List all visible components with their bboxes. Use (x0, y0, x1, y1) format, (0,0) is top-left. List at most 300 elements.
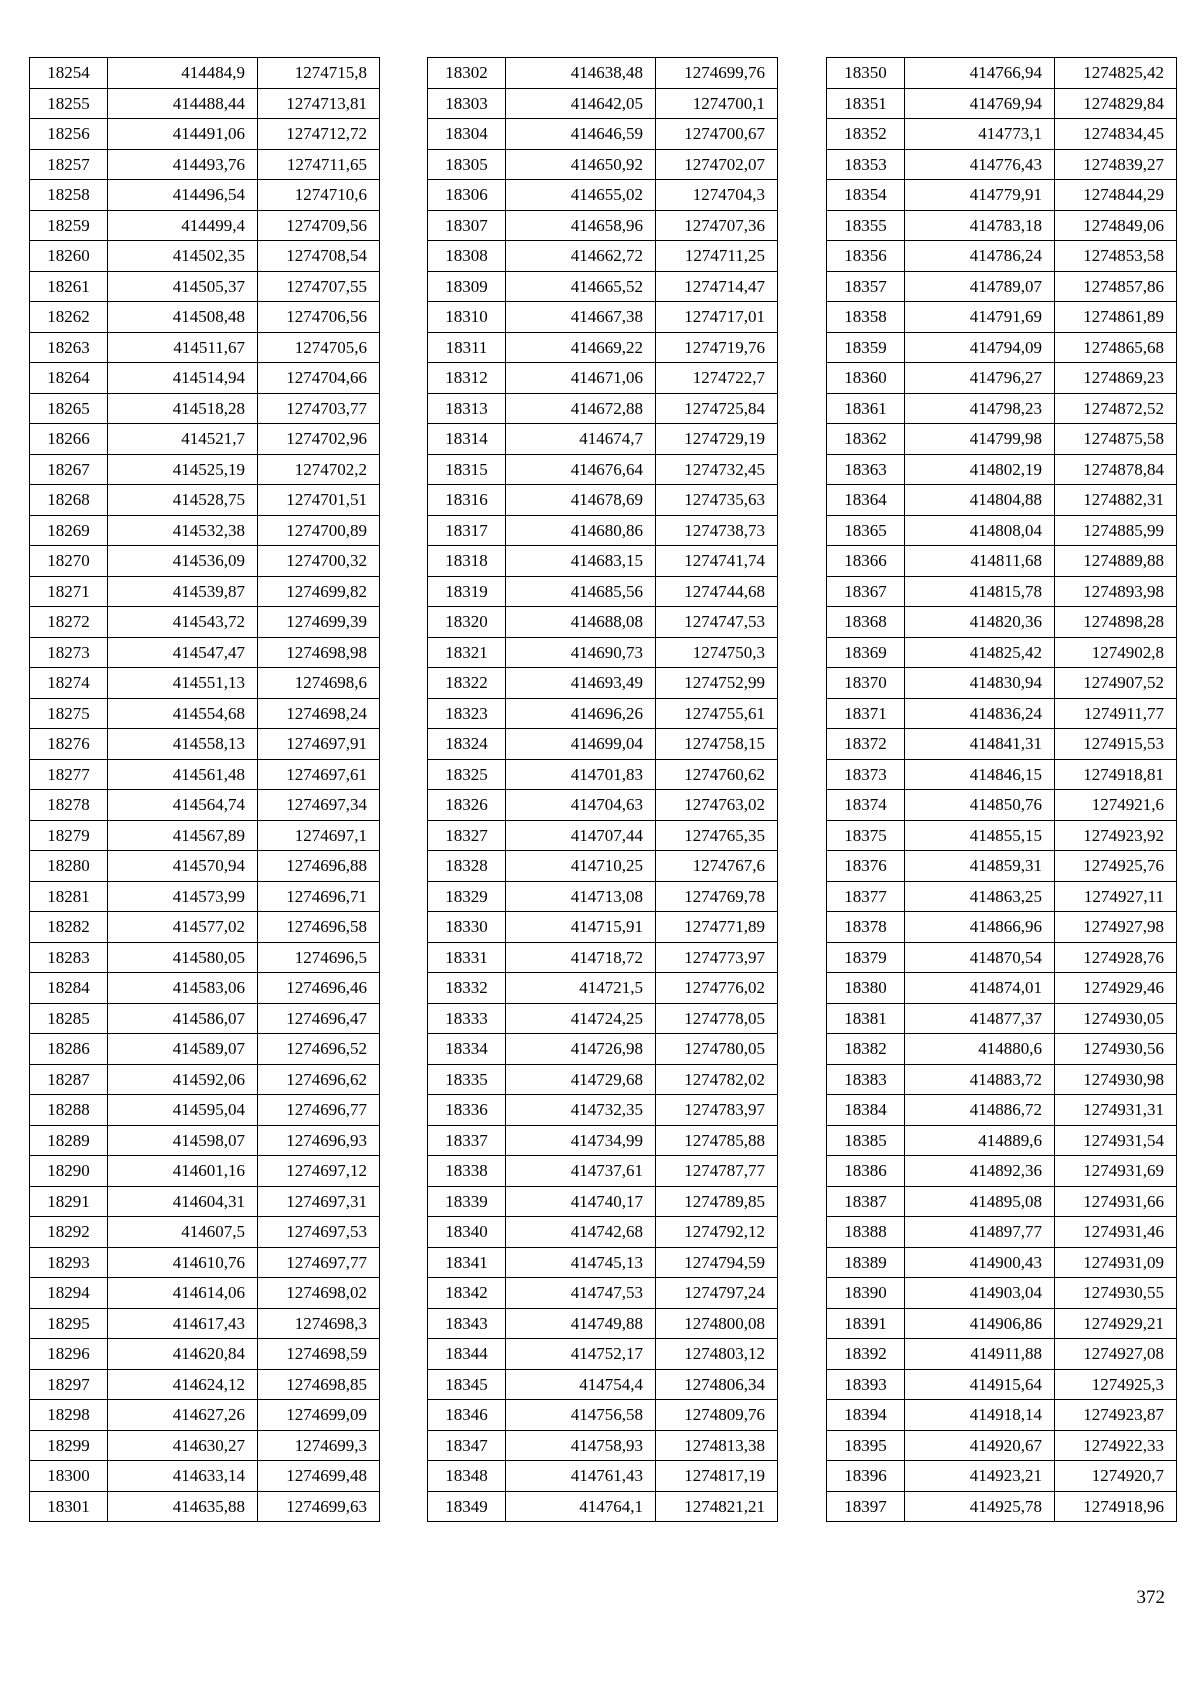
y-coordinate-cell: 1274697,61 (258, 759, 380, 790)
table-row (428, 454, 778, 485)
y-coordinate-cell: 1274697,31 (258, 1186, 380, 1217)
point-id-cell: 18362 (827, 424, 905, 455)
point-id-cell: 18273 (30, 637, 108, 668)
table-row (827, 1278, 1177, 1309)
table-row (428, 912, 778, 943)
x-coordinate-cell: 414514,94 (108, 363, 258, 394)
point-id-cell: 18358 (827, 302, 905, 333)
y-coordinate-cell: 1274931,69 (1055, 1156, 1177, 1187)
table-row (428, 515, 778, 546)
table-row (428, 1095, 778, 1126)
y-coordinate-cell: 1274915,53 (1055, 729, 1177, 760)
table-row (30, 942, 380, 973)
point-id-cell: 18370 (827, 668, 905, 699)
y-coordinate-cell: 1274872,52 (1055, 393, 1177, 424)
table-row (30, 1339, 380, 1370)
point-id-cell: 18363 (827, 454, 905, 485)
point-id-cell: 18278 (30, 790, 108, 821)
y-coordinate-cell: 1274706,56 (258, 302, 380, 333)
table-row (827, 1095, 1177, 1126)
point-id-cell: 18382 (827, 1034, 905, 1065)
x-coordinate-cell: 414906,86 (905, 1308, 1055, 1339)
y-coordinate-cell: 1274698,59 (258, 1339, 380, 1370)
table-row (428, 271, 778, 302)
table-row (30, 1217, 380, 1248)
x-coordinate-cell: 414764,1 (506, 1491, 656, 1522)
point-id-cell: 18394 (827, 1400, 905, 1431)
y-coordinate-cell: 1274769,78 (656, 881, 778, 912)
x-coordinate-cell: 414796,27 (905, 363, 1055, 394)
x-coordinate-cell: 414547,47 (108, 637, 258, 668)
table-row (30, 180, 380, 211)
y-coordinate-cell: 1274817,19 (656, 1461, 778, 1492)
table-row (827, 1064, 1177, 1095)
x-coordinate-cell: 414598,07 (108, 1125, 258, 1156)
table-row (30, 210, 380, 241)
point-id-cell: 18384 (827, 1095, 905, 1126)
y-coordinate-cell: 1274763,02 (656, 790, 778, 821)
y-coordinate-cell: 1274744,68 (656, 576, 778, 607)
y-coordinate-cell: 1274696,77 (258, 1095, 380, 1126)
y-coordinate-cell: 1274752,99 (656, 668, 778, 699)
point-id-cell: 18355 (827, 210, 905, 241)
point-id-cell: 18295 (30, 1308, 108, 1339)
coordinate-table-3 (826, 57, 1177, 1522)
y-coordinate-cell: 1274712,72 (258, 119, 380, 150)
point-id-cell: 18301 (30, 1491, 108, 1522)
table-row (30, 1156, 380, 1187)
y-coordinate-cell: 1274696,71 (258, 881, 380, 912)
y-coordinate-cell: 1274696,93 (258, 1125, 380, 1156)
point-id-cell: 18349 (428, 1491, 506, 1522)
point-id-cell: 18286 (30, 1034, 108, 1065)
table-row (428, 973, 778, 1004)
x-coordinate-cell: 414499,4 (108, 210, 258, 241)
x-coordinate-cell: 414779,91 (905, 180, 1055, 211)
table-row (428, 1278, 778, 1309)
y-coordinate-cell: 1274809,76 (656, 1400, 778, 1431)
x-coordinate-cell: 414614,06 (108, 1278, 258, 1309)
y-coordinate-cell: 1274776,02 (656, 973, 778, 1004)
point-id-cell: 18303 (428, 88, 506, 119)
y-coordinate-cell: 1274725,84 (656, 393, 778, 424)
table-row (428, 1339, 778, 1370)
x-coordinate-cell: 414880,6 (905, 1034, 1055, 1065)
y-coordinate-cell: 1274889,88 (1055, 546, 1177, 577)
table-row (827, 210, 1177, 241)
x-coordinate-cell: 414564,74 (108, 790, 258, 821)
point-id-cell: 18276 (30, 729, 108, 760)
table-row (827, 149, 1177, 180)
x-coordinate-cell: 414897,77 (905, 1217, 1055, 1248)
y-coordinate-cell: 1274698,6 (258, 668, 380, 699)
y-coordinate-cell: 1274722,7 (656, 363, 778, 394)
table-row (30, 332, 380, 363)
table-row (428, 1308, 778, 1339)
y-coordinate-cell: 1274702,96 (258, 424, 380, 455)
point-id-cell: 18306 (428, 180, 506, 211)
point-id-cell: 18368 (827, 607, 905, 638)
point-id-cell: 18322 (428, 668, 506, 699)
x-coordinate-cell: 414570,94 (108, 851, 258, 882)
table-row (30, 912, 380, 943)
y-coordinate-cell: 1274928,76 (1055, 942, 1177, 973)
table-row (827, 1003, 1177, 1034)
point-id-cell: 18371 (827, 698, 905, 729)
y-coordinate-cell: 1274929,46 (1055, 973, 1177, 1004)
x-coordinate-cell: 414688,08 (506, 607, 656, 638)
table-row (30, 668, 380, 699)
x-coordinate-cell: 414761,43 (506, 1461, 656, 1492)
point-id-cell: 18337 (428, 1125, 506, 1156)
point-id-cell: 18315 (428, 454, 506, 485)
point-id-cell: 18285 (30, 1003, 108, 1034)
point-id-cell: 18389 (827, 1247, 905, 1278)
x-coordinate-cell: 414789,07 (905, 271, 1055, 302)
point-id-cell: 18314 (428, 424, 506, 455)
y-coordinate-cell: 1274699,63 (258, 1491, 380, 1522)
x-coordinate-cell: 414870,54 (905, 942, 1055, 973)
table-row (30, 1491, 380, 1522)
x-coordinate-cell: 414804,88 (905, 485, 1055, 516)
point-id-cell: 18324 (428, 729, 506, 760)
table-row (30, 1186, 380, 1217)
point-id-cell: 18364 (827, 485, 905, 516)
table-row (428, 1400, 778, 1431)
table-row (428, 485, 778, 516)
y-coordinate-cell: 1274711,65 (258, 149, 380, 180)
x-coordinate-cell: 414769,94 (905, 88, 1055, 119)
y-coordinate-cell: 1274931,54 (1055, 1125, 1177, 1156)
table-row (827, 698, 1177, 729)
point-id-cell: 18268 (30, 485, 108, 516)
table-row (30, 88, 380, 119)
table-row (30, 485, 380, 516)
x-coordinate-cell: 414589,07 (108, 1034, 258, 1065)
y-coordinate-cell: 1274907,52 (1055, 668, 1177, 699)
y-coordinate-cell: 1274825,42 (1055, 58, 1177, 89)
point-id-cell: 18266 (30, 424, 108, 455)
y-coordinate-cell: 1274729,19 (656, 424, 778, 455)
point-id-cell: 18318 (428, 546, 506, 577)
y-coordinate-cell: 1274702,2 (258, 454, 380, 485)
x-coordinate-cell: 414889,6 (905, 1125, 1055, 1156)
point-id-cell: 18262 (30, 302, 108, 333)
point-id-cell: 18373 (827, 759, 905, 790)
x-coordinate-cell: 414732,35 (506, 1095, 656, 1126)
x-coordinate-cell: 414718,72 (506, 942, 656, 973)
x-coordinate-cell: 414518,28 (108, 393, 258, 424)
table-row (827, 881, 1177, 912)
point-id-cell: 18386 (827, 1156, 905, 1187)
x-coordinate-cell: 414877,37 (905, 1003, 1055, 1034)
table-row (428, 180, 778, 211)
y-coordinate-cell: 1274709,56 (258, 210, 380, 241)
table-row (30, 637, 380, 668)
x-coordinate-cell: 414667,38 (506, 302, 656, 333)
x-coordinate-cell: 414610,76 (108, 1247, 258, 1278)
table-row (827, 790, 1177, 821)
y-coordinate-cell: 1274698,02 (258, 1278, 380, 1309)
x-coordinate-cell: 414528,75 (108, 485, 258, 516)
x-coordinate-cell: 414786,24 (905, 241, 1055, 272)
point-id-cell: 18260 (30, 241, 108, 272)
point-id-cell: 18284 (30, 973, 108, 1004)
point-id-cell: 18330 (428, 912, 506, 943)
table-row (827, 1156, 1177, 1187)
point-id-cell: 18326 (428, 790, 506, 821)
point-id-cell: 18289 (30, 1125, 108, 1156)
table-row (827, 180, 1177, 211)
point-id-cell: 18395 (827, 1430, 905, 1461)
point-id-cell: 18372 (827, 729, 905, 760)
x-coordinate-cell: 414883,72 (905, 1064, 1055, 1095)
y-coordinate-cell: 1274700,1 (656, 88, 778, 119)
x-coordinate-cell: 414630,27 (108, 1430, 258, 1461)
table-row (30, 1247, 380, 1278)
table-row (30, 119, 380, 150)
x-coordinate-cell: 414815,78 (905, 576, 1055, 607)
x-coordinate-cell: 414707,44 (506, 820, 656, 851)
x-coordinate-cell: 414655,02 (506, 180, 656, 211)
table-row (428, 363, 778, 394)
point-id-cell: 18256 (30, 119, 108, 150)
y-coordinate-cell: 1274697,91 (258, 729, 380, 760)
x-coordinate-cell: 414850,76 (905, 790, 1055, 821)
y-coordinate-cell: 1274697,1 (258, 820, 380, 851)
point-id-cell: 18288 (30, 1095, 108, 1126)
point-id-cell: 18279 (30, 820, 108, 851)
point-id-cell: 18274 (30, 668, 108, 699)
table-row (827, 1247, 1177, 1278)
y-coordinate-cell: 1274921,6 (1055, 790, 1177, 821)
x-coordinate-cell: 414726,98 (506, 1034, 656, 1065)
point-id-cell: 18385 (827, 1125, 905, 1156)
x-coordinate-cell: 414539,87 (108, 576, 258, 607)
x-coordinate-cell: 414604,31 (108, 1186, 258, 1217)
table-row (30, 241, 380, 272)
x-coordinate-cell: 414511,67 (108, 332, 258, 363)
table-row (428, 546, 778, 577)
point-id-cell: 18294 (30, 1278, 108, 1309)
table-row (30, 973, 380, 1004)
y-coordinate-cell: 1274700,89 (258, 515, 380, 546)
point-id-cell: 18313 (428, 393, 506, 424)
y-coordinate-cell: 1274758,15 (656, 729, 778, 760)
x-coordinate-cell: 414508,48 (108, 302, 258, 333)
point-id-cell: 18327 (428, 820, 506, 851)
y-coordinate-cell: 1274699,76 (656, 58, 778, 89)
point-id-cell: 18317 (428, 515, 506, 546)
point-id-cell: 18339 (428, 1186, 506, 1217)
x-coordinate-cell: 414749,88 (506, 1308, 656, 1339)
x-coordinate-cell: 414607,5 (108, 1217, 258, 1248)
table-row (827, 637, 1177, 668)
x-coordinate-cell: 414713,08 (506, 881, 656, 912)
table-row (30, 759, 380, 790)
x-coordinate-cell: 414895,08 (905, 1186, 1055, 1217)
x-coordinate-cell: 414903,04 (905, 1278, 1055, 1309)
y-coordinate-cell: 1274813,38 (656, 1430, 778, 1461)
point-id-cell: 18300 (30, 1461, 108, 1492)
table-row (827, 119, 1177, 150)
table-row (827, 1186, 1177, 1217)
point-id-cell: 18331 (428, 942, 506, 973)
y-coordinate-cell: 1274930,98 (1055, 1064, 1177, 1095)
y-coordinate-cell: 1274700,67 (656, 119, 778, 150)
x-coordinate-cell: 414573,99 (108, 881, 258, 912)
y-coordinate-cell: 1274849,06 (1055, 210, 1177, 241)
y-coordinate-cell: 1274696,47 (258, 1003, 380, 1034)
table-row (827, 1461, 1177, 1492)
point-id-cell: 18257 (30, 149, 108, 180)
point-id-cell: 18310 (428, 302, 506, 333)
y-coordinate-cell: 1274699,82 (258, 576, 380, 607)
x-coordinate-cell: 414595,04 (108, 1095, 258, 1126)
y-coordinate-cell: 1274930,56 (1055, 1034, 1177, 1065)
x-coordinate-cell: 414665,52 (506, 271, 656, 302)
x-coordinate-cell: 414672,88 (506, 393, 656, 424)
y-coordinate-cell: 1274710,6 (258, 180, 380, 211)
x-coordinate-cell: 414669,22 (506, 332, 656, 363)
y-coordinate-cell: 1274735,63 (656, 485, 778, 516)
point-id-cell: 18263 (30, 332, 108, 363)
x-coordinate-cell: 414488,44 (108, 88, 258, 119)
point-id-cell: 18360 (827, 363, 905, 394)
y-coordinate-cell: 1274697,34 (258, 790, 380, 821)
y-coordinate-cell: 1274931,46 (1055, 1217, 1177, 1248)
y-coordinate-cell: 1274800,08 (656, 1308, 778, 1339)
point-id-cell: 18348 (428, 1461, 506, 1492)
point-id-cell: 18323 (428, 698, 506, 729)
y-coordinate-cell: 1274806,34 (656, 1369, 778, 1400)
point-id-cell: 18396 (827, 1461, 905, 1492)
point-id-cell: 18374 (827, 790, 905, 821)
x-coordinate-cell: 414642,05 (506, 88, 656, 119)
x-coordinate-cell: 414798,23 (905, 393, 1055, 424)
x-coordinate-cell: 414734,99 (506, 1125, 656, 1156)
x-coordinate-cell: 414747,53 (506, 1278, 656, 1309)
point-id-cell: 18265 (30, 393, 108, 424)
table-row (428, 698, 778, 729)
point-id-cell: 18377 (827, 881, 905, 912)
y-coordinate-cell: 1274857,86 (1055, 271, 1177, 302)
table-row (827, 1034, 1177, 1065)
y-coordinate-cell: 1274789,85 (656, 1186, 778, 1217)
table-row (827, 363, 1177, 394)
x-coordinate-cell: 414532,38 (108, 515, 258, 546)
point-id-cell: 18270 (30, 546, 108, 577)
y-coordinate-cell: 1274741,74 (656, 546, 778, 577)
x-coordinate-cell: 414554,68 (108, 698, 258, 729)
table-row (428, 820, 778, 851)
x-coordinate-cell: 414674,7 (506, 424, 656, 455)
y-coordinate-cell: 1274738,73 (656, 515, 778, 546)
x-coordinate-cell: 414918,14 (905, 1400, 1055, 1431)
y-coordinate-cell: 1274696,52 (258, 1034, 380, 1065)
y-coordinate-cell: 1274844,29 (1055, 180, 1177, 211)
table-row (428, 607, 778, 638)
x-coordinate-cell: 414558,13 (108, 729, 258, 760)
x-coordinate-cell: 414710,25 (506, 851, 656, 882)
y-coordinate-cell: 1274699,48 (258, 1461, 380, 1492)
y-coordinate-cell: 1274875,58 (1055, 424, 1177, 455)
table-row (428, 576, 778, 607)
table-row (428, 1217, 778, 1248)
x-coordinate-cell: 414925,78 (905, 1491, 1055, 1522)
point-id-cell: 18351 (827, 88, 905, 119)
x-coordinate-cell: 414783,18 (905, 210, 1055, 241)
table-row (827, 88, 1177, 119)
table-row (827, 302, 1177, 333)
point-id-cell: 18333 (428, 1003, 506, 1034)
table-row (428, 119, 778, 150)
point-id-cell: 18356 (827, 241, 905, 272)
table-row (30, 302, 380, 333)
y-coordinate-cell: 1274778,05 (656, 1003, 778, 1034)
y-coordinate-cell: 1274697,12 (258, 1156, 380, 1187)
y-coordinate-cell: 1274696,88 (258, 851, 380, 882)
y-coordinate-cell: 1274780,05 (656, 1034, 778, 1065)
x-coordinate-cell: 414830,94 (905, 668, 1055, 699)
table-row (827, 1125, 1177, 1156)
y-coordinate-cell: 1274696,62 (258, 1064, 380, 1095)
x-coordinate-cell: 414754,4 (506, 1369, 656, 1400)
y-coordinate-cell: 1274771,89 (656, 912, 778, 943)
point-id-cell: 18328 (428, 851, 506, 882)
y-coordinate-cell: 1274708,54 (258, 241, 380, 272)
point-id-cell: 18254 (30, 58, 108, 89)
point-id-cell: 18329 (428, 881, 506, 912)
y-coordinate-cell: 1274699,09 (258, 1400, 380, 1431)
point-id-cell: 18357 (827, 271, 905, 302)
y-coordinate-cell: 1274834,45 (1055, 119, 1177, 150)
point-id-cell: 18287 (30, 1064, 108, 1095)
table-row (428, 1247, 778, 1278)
y-coordinate-cell: 1274696,58 (258, 912, 380, 943)
x-coordinate-cell: 414671,06 (506, 363, 656, 394)
x-coordinate-cell: 414846,15 (905, 759, 1055, 790)
x-coordinate-cell: 414685,56 (506, 576, 656, 607)
x-coordinate-cell: 414863,25 (905, 881, 1055, 912)
point-id-cell: 18269 (30, 515, 108, 546)
x-coordinate-cell: 414859,31 (905, 851, 1055, 882)
point-id-cell: 18397 (827, 1491, 905, 1522)
y-coordinate-cell: 1274853,58 (1055, 241, 1177, 272)
x-coordinate-cell: 414491,06 (108, 119, 258, 150)
y-coordinate-cell: 1274782,02 (656, 1064, 778, 1095)
x-coordinate-cell: 414484,9 (108, 58, 258, 89)
y-coordinate-cell: 1274705,6 (258, 332, 380, 363)
x-coordinate-cell: 414773,1 (905, 119, 1055, 150)
x-coordinate-cell: 414704,63 (506, 790, 656, 821)
x-coordinate-cell: 414678,69 (506, 485, 656, 516)
x-coordinate-cell: 414776,43 (905, 149, 1055, 180)
table-row (428, 1125, 778, 1156)
point-id-cell: 18393 (827, 1369, 905, 1400)
y-coordinate-cell: 1274803,12 (656, 1339, 778, 1370)
point-id-cell: 18321 (428, 637, 506, 668)
y-coordinate-cell: 1274930,05 (1055, 1003, 1177, 1034)
table-row (428, 332, 778, 363)
point-id-cell: 18376 (827, 851, 905, 882)
point-id-cell: 18380 (827, 973, 905, 1004)
point-id-cell: 18387 (827, 1186, 905, 1217)
x-coordinate-cell: 414886,72 (905, 1095, 1055, 1126)
point-id-cell: 18375 (827, 820, 905, 851)
x-coordinate-cell: 414650,92 (506, 149, 656, 180)
x-coordinate-cell: 414505,37 (108, 271, 258, 302)
